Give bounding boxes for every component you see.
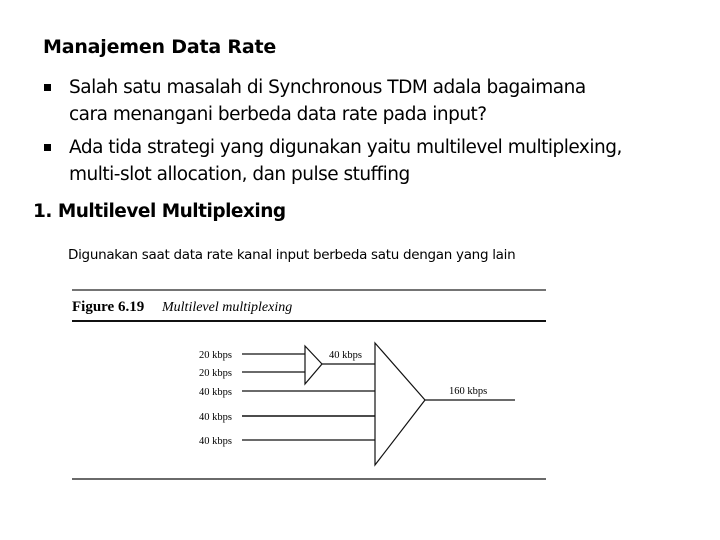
input-label: 40 kbps [199, 436, 232, 447]
figure-caption: Multilevel multiplexing [162, 300, 293, 315]
description-text: Digunakan saat data rate kanal input berbeda satu dengan yang lain [68, 247, 516, 263]
output-label: 160 kbps [449, 386, 488, 397]
second-level-multiplexer-shape [375, 343, 425, 465]
numbered-heading: 1. Multilevel Multiplexing [33, 201, 286, 222]
bullet-line: Ada tida strategi yang digunakan yaitu multilevel multiplexing, [69, 137, 622, 158]
intermediate-label: 40 kbps [329, 350, 362, 361]
bullet-line: multi-slot allocation, dan pulse stuffing [69, 164, 410, 185]
input-label: 20 kbps [199, 368, 232, 379]
slide-title: Manajemen Data Rate [43, 36, 277, 58]
input-label: 20 kbps [199, 350, 232, 361]
input-label: 40 kbps [199, 412, 232, 423]
input-label: 40 kbps [199, 387, 232, 398]
figure-number: Figure 6.19 [72, 299, 145, 315]
bullet-line: cara menangani berbeda data rate pada input? [69, 104, 487, 125]
bullet-line: Salah satu masalah di Synchronous TDM adala bagaimana [69, 77, 586, 98]
first-level-multiplexer-shape [305, 346, 322, 384]
